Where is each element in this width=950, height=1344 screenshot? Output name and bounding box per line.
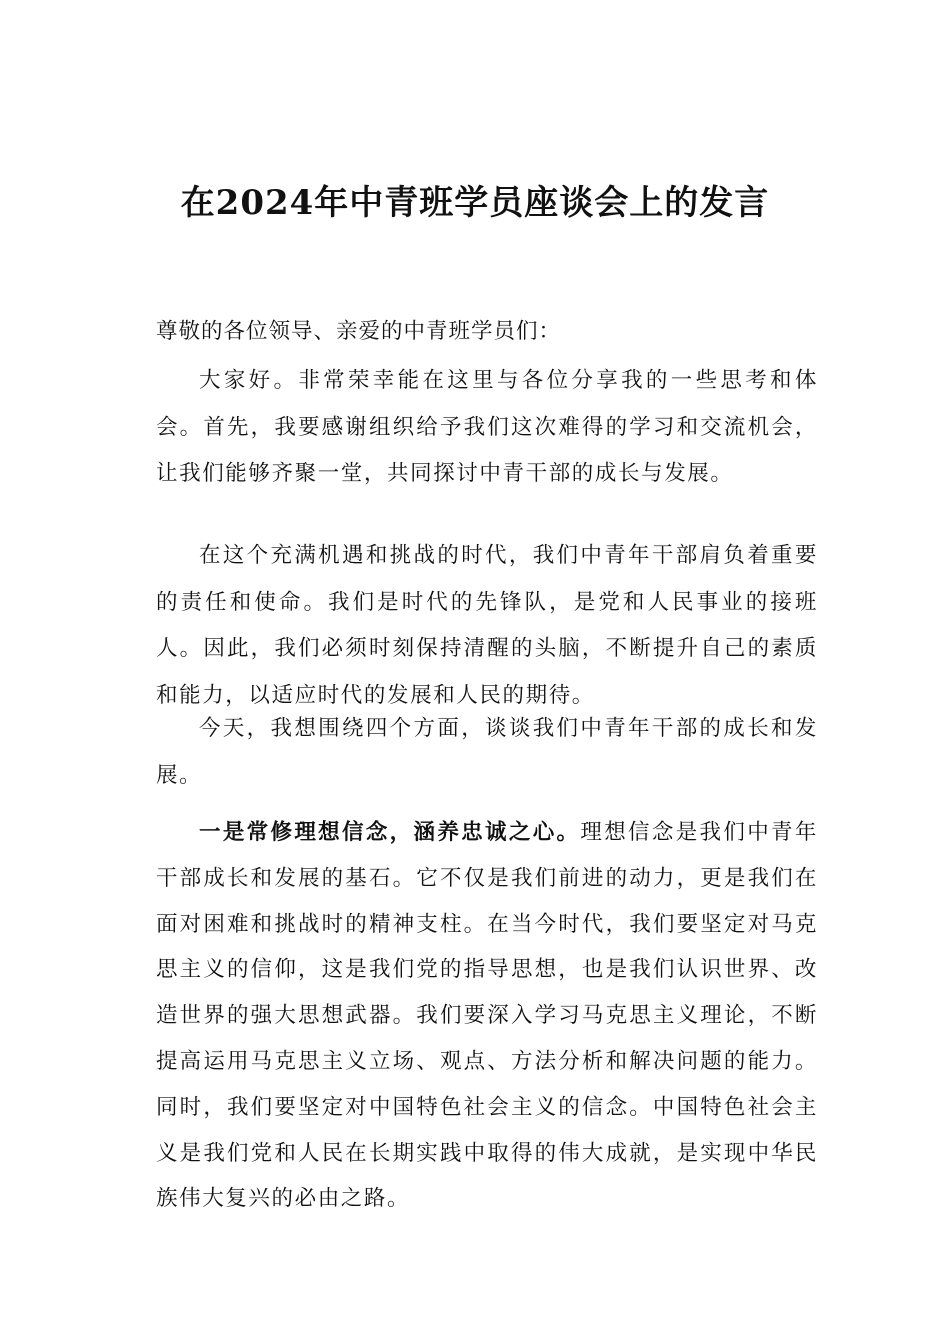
paragraph-responsibility: 在这个充满机遇和挑战的时代，我们中青年干部肩负着重要的责任和使命。我们是时代的先锋队，是党和人民事业的接班人。因此，我们必须时刻保持清醒的头脑，不断提升自己的素质和能力，以适应时代的发展和人民的期待。 [156, 543, 818, 708]
point-one-heading: 一是常修理想信念，涵养忠诚之心。 [199, 820, 581, 845]
paragraph-point-one [156, 810, 818, 1222]
document-title: 在2024年中青班学员座谈会上的发言 [180, 183, 770, 223]
paragraph-greeting: 大家好。非常荣幸能在这里与各位分享我的一些思考和体会。首先，我要感谢组织给予我们这次难得的学习和交流机会，让我们能够齐聚一堂，共同探讨中青干部的成长与发展。 [156, 368, 818, 486]
paragraph-outline: 今天，我想围绕四个方面，谈谈我们中青年干部的成长和发展。 [156, 716, 818, 788]
point-one-body: 理想信念是我们中青年干部成长和发展的基石。它不仅是我们前进的动力，更是我们在面对困难和挑战时的精神支柱。在当今时代，我们要坚定对马克思主义的信仰，这是我们党的指导思想，也是我们认识世界、改造世界的强大思想武器。我们要深入学习马克思主义理论，不断提高运用马克思主义立场、观点、方法分析和解决问题的能力。同时，我们要坚定对中国特色社会主义的信念。中国特色社会主义是我们党和人民在长期实践中取得的伟大成就，是实现中华民族伟大复兴的必由之路。 [156, 820, 818, 1212]
salutation: 尊敬的各位领导、亲爱的中青班学员们： [156, 319, 562, 344]
